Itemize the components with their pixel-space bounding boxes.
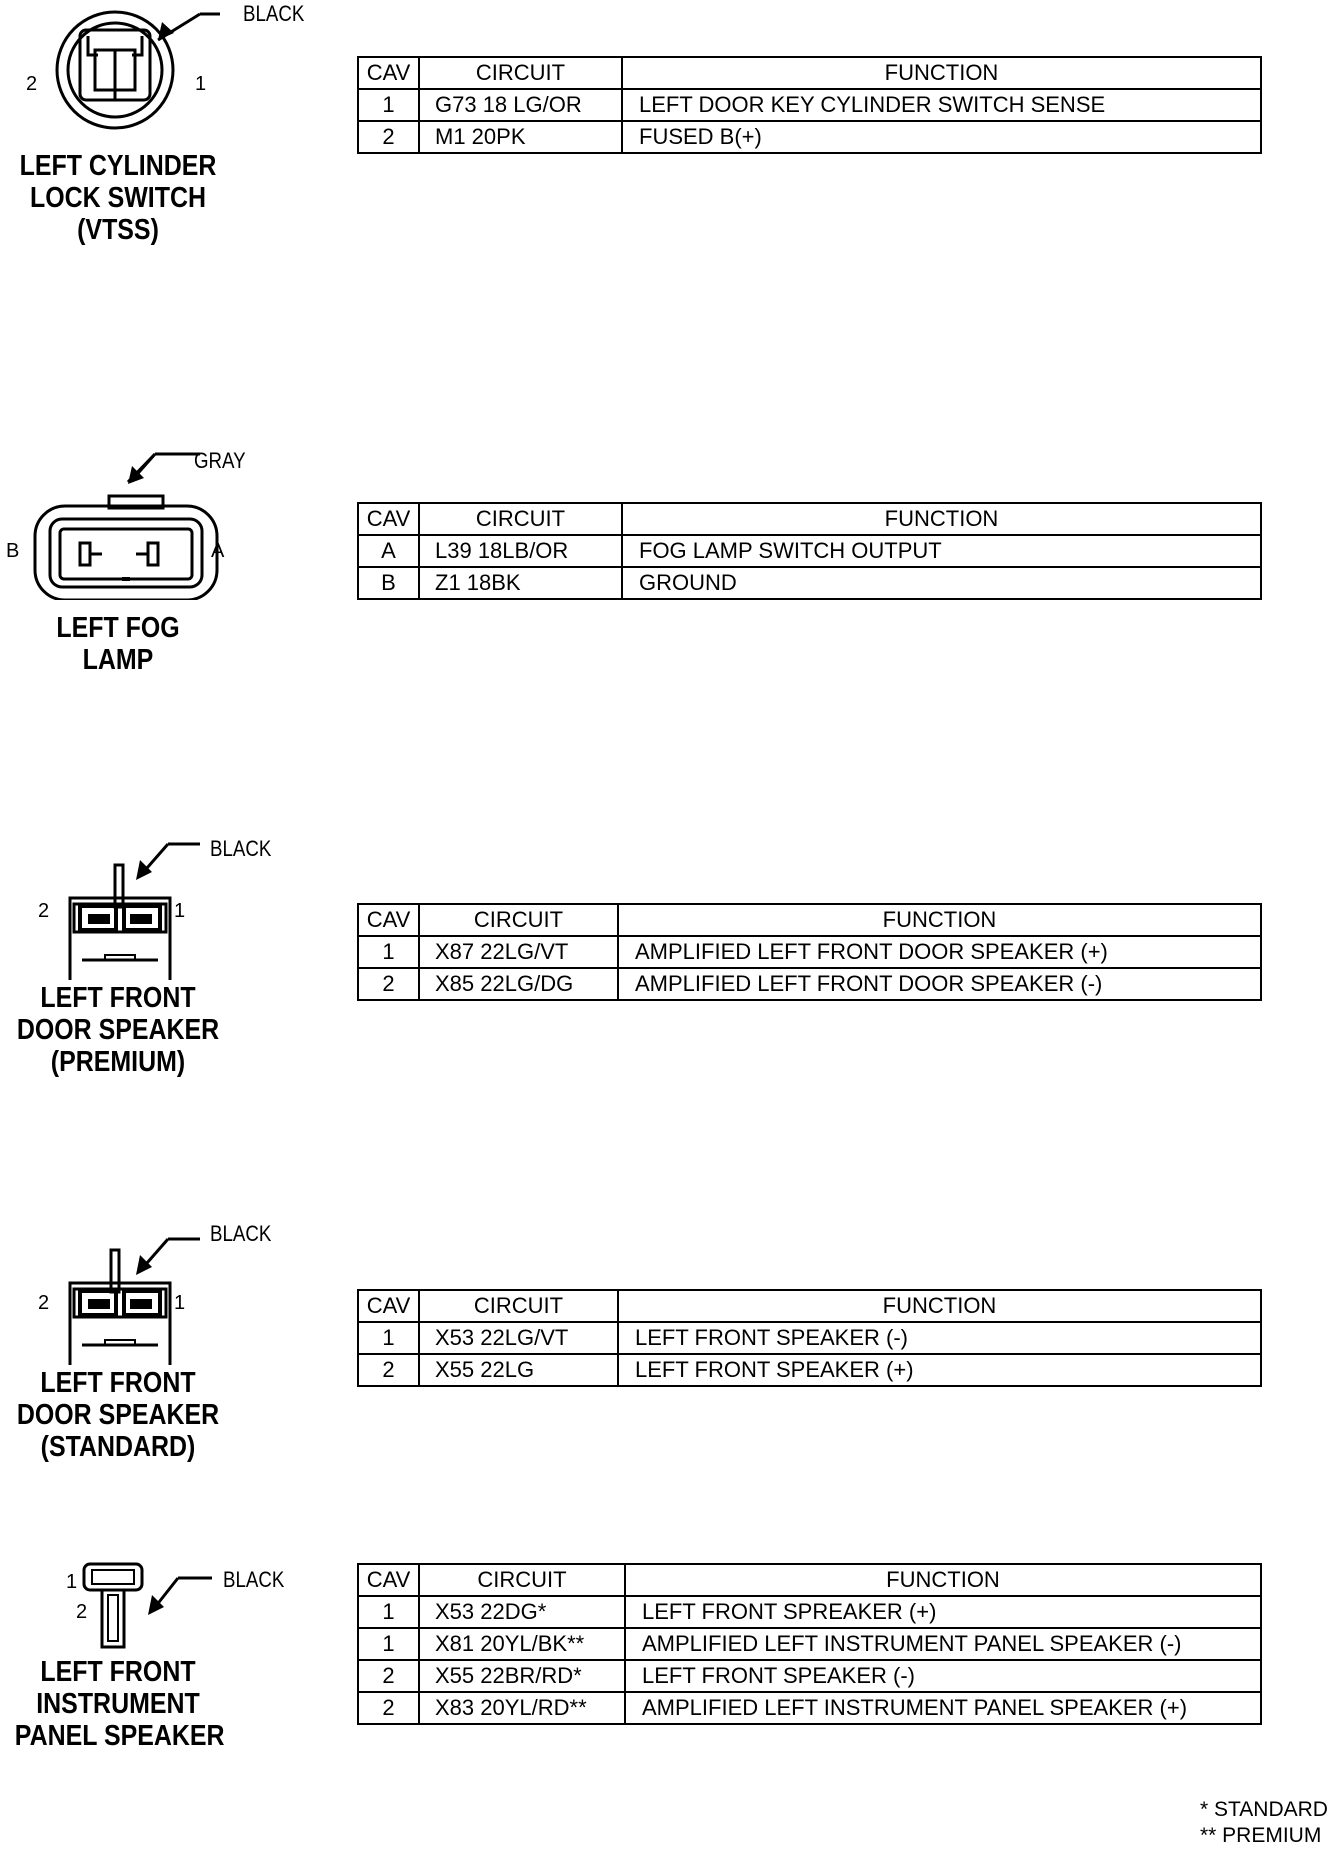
header-cav: CAV xyxy=(358,1290,419,1322)
header-function: FUNCTION xyxy=(618,1290,1261,1322)
table-row xyxy=(358,1596,1261,1628)
table-row xyxy=(358,1354,1261,1386)
title-line: DOOR SPEAKER xyxy=(16,1014,220,1046)
table-header-row xyxy=(358,503,1261,535)
door-speaker-standard-title xyxy=(15,1367,221,1463)
header-circuit: CIRCUIT xyxy=(419,904,618,936)
cell-cav: 2 xyxy=(358,121,419,153)
header-cav: CAV xyxy=(358,1564,419,1596)
connector-section-door-speaker-standard xyxy=(0,1215,1328,1475)
table-row xyxy=(358,567,1261,599)
title-line: LEFT FOG xyxy=(56,612,180,644)
cell-function: FUSED B(+) xyxy=(622,121,1261,153)
door-speaker-standard-color-label: BLACK xyxy=(210,1221,272,1246)
title-line: DOOR SPEAKER xyxy=(16,1399,220,1431)
table-row xyxy=(358,1692,1261,1724)
cell-circuit: X83 20YL/RD** xyxy=(419,1692,625,1724)
door-speaker-standard-pin-table xyxy=(357,1289,1262,1387)
cell-function: AMPLIFIED LEFT FRONT DOOR SPEAKER (-) xyxy=(618,968,1261,1000)
table-row xyxy=(358,936,1261,968)
cylinder-lock-connector-icon xyxy=(40,0,220,140)
title-line: LEFT CYLINDER xyxy=(19,150,217,182)
cell-function: FOG LAMP SWITCH OUTPUT xyxy=(622,535,1261,567)
header-circuit: CIRCUIT xyxy=(419,1564,625,1596)
cylinder-lock-pin-left: 2 xyxy=(26,73,38,95)
header-circuit: CIRCUIT xyxy=(419,1290,618,1322)
table-row xyxy=(358,1660,1261,1692)
table-row xyxy=(358,1322,1261,1354)
cell-cav: 1 xyxy=(358,1628,419,1660)
cell-cav: 2 xyxy=(358,1660,419,1692)
legend-standard: * STANDARD xyxy=(1200,1798,1328,1821)
cell-cav: A xyxy=(358,535,419,567)
cylinder-lock-color-label: BLACK xyxy=(243,1,305,26)
legend xyxy=(1200,1797,1328,1849)
title-line: LEFT FRONT xyxy=(40,1656,196,1688)
legend-premium: ** PREMIUM xyxy=(1200,1824,1322,1847)
table-row xyxy=(358,535,1261,567)
connector-section-instrument-panel-speaker xyxy=(0,1555,1328,1795)
cell-circuit: Z1 18BK xyxy=(419,567,622,599)
header-cav: CAV xyxy=(358,57,419,89)
cell-circuit: X85 22LG/DG xyxy=(419,968,618,1000)
cell-function: GROUND xyxy=(622,567,1261,599)
title-line: (STANDARD) xyxy=(40,1431,196,1463)
title-line: LEFT FRONT xyxy=(40,982,196,1014)
cell-cav: 2 xyxy=(358,1692,419,1724)
header-function: FUNCTION xyxy=(625,1564,1261,1596)
instrument-panel-speaker-pin-table xyxy=(357,1563,1262,1725)
cell-cav: 1 xyxy=(358,936,419,968)
title-line: LEFT FRONT xyxy=(40,1367,196,1399)
cell-circuit: M1 20PK xyxy=(419,121,622,153)
table-row xyxy=(358,121,1261,153)
cell-circuit: X81 20YL/BK** xyxy=(419,1628,625,1660)
door-speaker-standard-pin-right: 1 xyxy=(174,1292,186,1314)
door-speaker-premium-pin-right: 1 xyxy=(174,900,186,922)
cell-cav: 2 xyxy=(358,968,419,1000)
connector-section-door-speaker-premium xyxy=(0,830,1328,1090)
header-circuit: CIRCUIT xyxy=(419,503,622,535)
instrument-panel-speaker-pin-bottom: 2 xyxy=(76,1601,88,1623)
title-line: INSTRUMENT xyxy=(36,1688,200,1720)
instrument-panel-speaker-color-label: BLACK xyxy=(223,1567,285,1592)
cell-function: LEFT DOOR KEY CYLINDER SWITCH SENSE xyxy=(622,89,1261,121)
table-row xyxy=(358,89,1261,121)
cylinder-lock-pin-right: 1 xyxy=(195,73,207,95)
fog-lamp-pin-table xyxy=(357,502,1262,600)
fog-lamp-title xyxy=(15,612,221,676)
title-line: LAMP xyxy=(82,644,154,676)
table-header-row xyxy=(358,1290,1261,1322)
header-function: FUNCTION xyxy=(622,57,1261,89)
table-header-row xyxy=(358,904,1261,936)
door-speaker-standard-pin-left: 2 xyxy=(38,1292,50,1314)
door-speaker-premium-pin-left: 2 xyxy=(38,900,50,922)
table-row xyxy=(358,968,1261,1000)
fog-lamp-connector-icon xyxy=(20,440,220,600)
cell-cav: B xyxy=(358,567,419,599)
cell-circuit: X53 22DG* xyxy=(419,1596,625,1628)
fog-lamp-pin-left: B xyxy=(6,540,20,562)
header-function: FUNCTION xyxy=(618,904,1261,936)
cell-function: AMPLIFIED LEFT FRONT DOOR SPEAKER (+) xyxy=(618,936,1261,968)
table-row xyxy=(358,1628,1261,1660)
title-line: LOCK SWITCH xyxy=(30,182,206,214)
cell-function: LEFT FRONT SPREAKER (+) xyxy=(625,1596,1261,1628)
fog-lamp-pin-right: A xyxy=(211,540,225,562)
cell-circuit: X53 22LG/VT xyxy=(419,1322,618,1354)
cell-function: LEFT FRONT SPEAKER (+) xyxy=(618,1354,1261,1386)
cell-cav: 1 xyxy=(358,89,419,121)
cell-circuit: L39 18LB/OR xyxy=(419,535,622,567)
cell-circuit: G73 18 LG/OR xyxy=(419,89,622,121)
table-header-row xyxy=(358,57,1261,89)
door-speaker-premium-pin-table xyxy=(357,903,1262,1001)
title-line: (VTSS) xyxy=(77,214,159,246)
cell-circuit: X55 22LG xyxy=(419,1354,618,1386)
header-cav: CAV xyxy=(358,904,419,936)
cell-circuit: X87 22LG/VT xyxy=(419,936,618,968)
door-speaker-premium-title xyxy=(15,982,221,1078)
fog-lamp-color-label: GRAY xyxy=(194,448,246,473)
instrument-panel-speaker-pin-top: 1 xyxy=(66,1571,78,1593)
cell-circuit: X55 22BR/RD* xyxy=(419,1660,625,1692)
cylinder-lock-title xyxy=(15,150,221,246)
cell-function: AMPLIFIED LEFT INSTRUMENT PANEL SPEAKER (-) xyxy=(625,1628,1261,1660)
header-cav: CAV xyxy=(358,503,419,535)
door-speaker-premium-color-label: BLACK xyxy=(210,836,272,861)
cell-cav: 1 xyxy=(358,1596,419,1628)
table-header-row xyxy=(358,1564,1261,1596)
cell-function: LEFT FRONT SPEAKER (-) xyxy=(618,1322,1261,1354)
cell-cav: 1 xyxy=(358,1322,419,1354)
instrument-panel-speaker-title xyxy=(14,1656,225,1752)
cylinder-lock-pin-table xyxy=(357,56,1262,154)
header-circuit: CIRCUIT xyxy=(419,57,622,89)
connector-section-cylinder-lock xyxy=(0,0,1328,260)
header-function: FUNCTION xyxy=(622,503,1261,535)
connector-section-fog-lamp xyxy=(0,440,1328,700)
cell-function: LEFT FRONT SPEAKER (-) xyxy=(625,1660,1261,1692)
cell-function: AMPLIFIED LEFT INSTRUMENT PANEL SPEAKER (+) xyxy=(625,1692,1261,1724)
title-line: PANEL SPEAKER xyxy=(14,1720,225,1752)
title-line: (PREMIUM) xyxy=(50,1046,186,1078)
cell-cav: 2 xyxy=(358,1354,419,1386)
